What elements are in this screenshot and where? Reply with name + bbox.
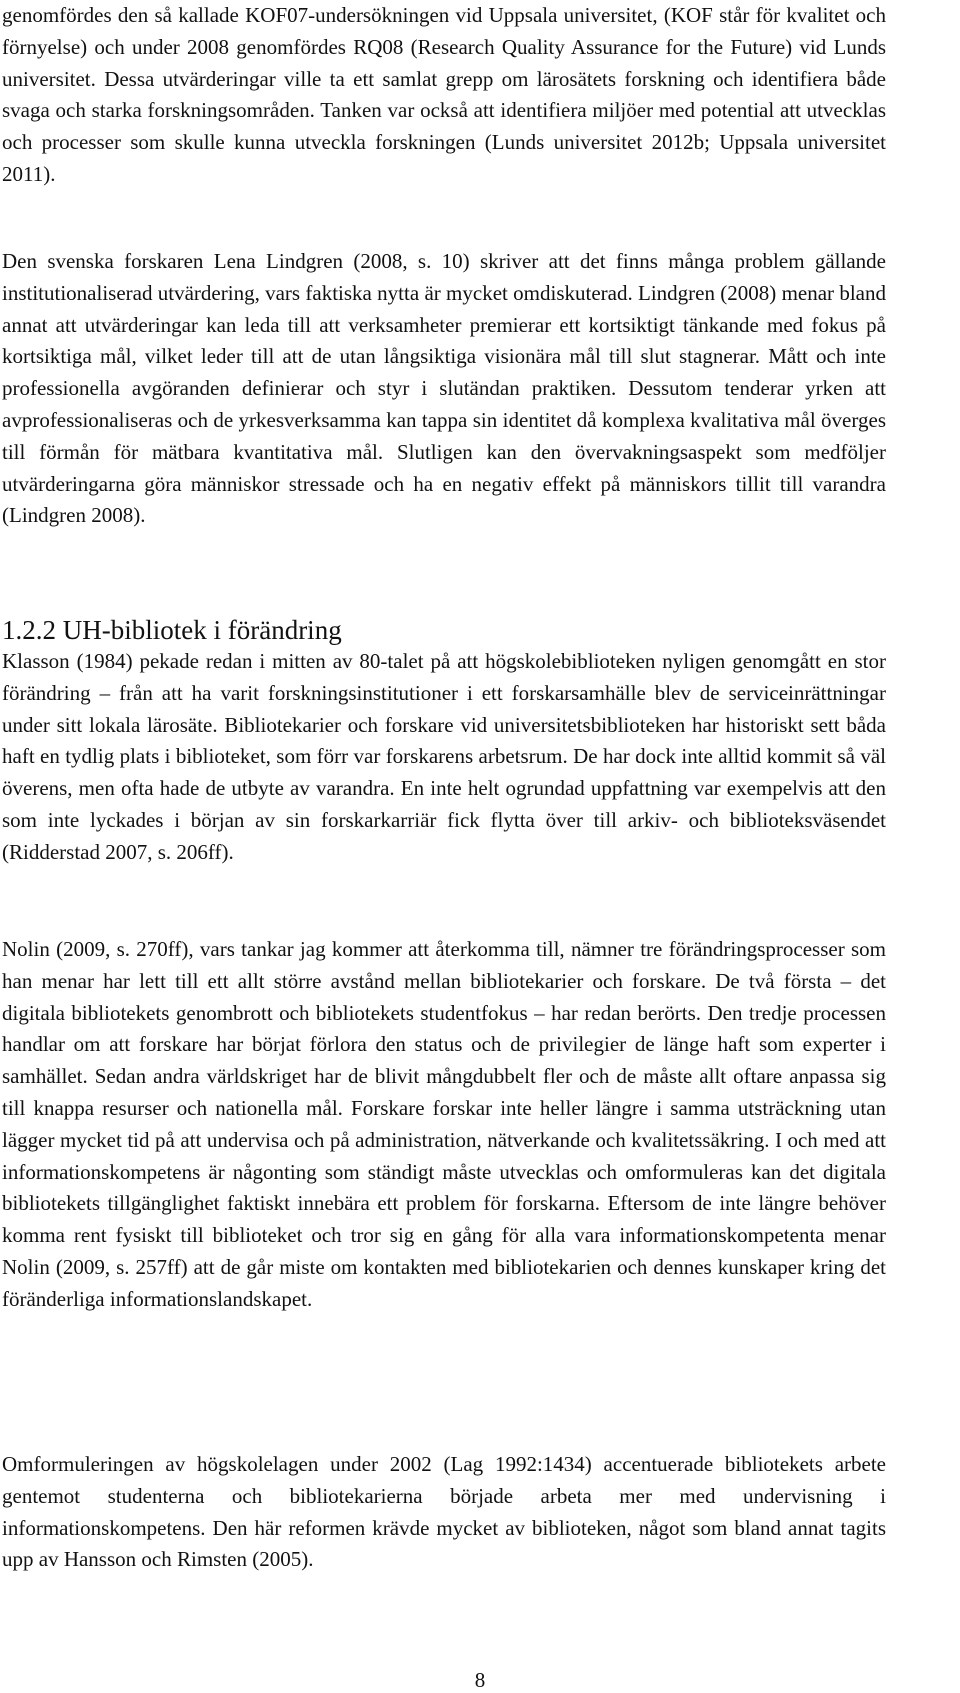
section-heading: 1.2.2 UH-bibliotek i förändring (2, 615, 342, 645)
body-paragraph: Den svenska forskaren Lena Lindgren (2008, s. 10) skriver att det finns många problem gällande institutionaliserad utvärdering, vars faktiska nytta är mycket omdiskuterad. Lindgren (2008) menar bland annat att utvärderingar kan leda till att verksamheter premierar ett kortsiktigt tänkande med fokus på kortsiktiga mål, vilket leder till att de utan långsiktiga visionära mål till slut stagnerar. Mått och inte professionella avgöranden definierar och styr i slutändan praktiken. Dessutom tenderar yrken att avprofessionaliseras och de yrkesverksamma kan tappa sin identitet då komplexa kvalitativa mål överges till förmån för mätbara kvantitativa mål. Slutligen kan den övervakningsaspekt som medföljer utvärderingarna göra människor stressade och ha en negativ effekt på människors tillit till varandra (Lindgren 2008). (2, 249, 886, 528)
body-paragraph: Nolin (2009, s. 270ff), vars tankar jag kommer att återkomma till, nämner tre förändringsprocesser som han menar har lett till ett allt större avstånd mellan bibliotekarier och forskare. De två första – det digitala bibliotekets genombrott och bibliotekets studentfokus – har redan berörts. Den tredje processen handlar om att forskare har börjat förlora den status och de privilegier de länge haft som experter i samhället. Sedan andra världskriget har de blivit mångdubbelt fler och de måste allt oftare anpassa sig till knappa resurser och nationella mål. Forskare forskar inte heller längre i samma utsträckning utan lägger mycket tid på att undervisa och på administration, nätverkande och kvalitetssäkring. I och med att informationskompetens är någonting som ständigt måste utvecklas och omformuleras kan det digitala bibliotekets tillgänglighet faktiskt innebära ett problem för forskarna. Eftersom de inte längre behöver komma rent fysiskt till biblioteket och tror sig en gång för alla vara informationskompetenta menar Nolin (2009, s. 257ff) att de går miste om kontakten med bibliotekarien och dennes kunskaper kring det föränderliga informationslandskapet. (2, 937, 886, 1311)
body-paragraph: Omformuleringen av högskolelagen under 2002 (Lag 1992:1434) accentuerade bibliotekets arbete gentemot studenterna och bibliotekarierna började arbeta mer med undervisning i informationskompetens. Den här reformen krävde mycket av biblioteken, något som bland annat tagits upp av Hansson och Rimsten (2005). (2, 1452, 886, 1572)
page-number: 8 (474, 1668, 486, 1692)
body-paragraph: Klasson (1984) pekade redan i mitten av 80-talet på att högskolebiblioteken nyligen genomgått en stor förändring – från att ha varit forskningsinstitutioner i ett forskarsamhälle blev de serviceinrättningar under sitt lokala lärosäte. Bibliotekarier och forskare vid universitetsbiblioteken har historiskt sett båda haft en tydlig plats i biblioteket, som förr var forskarens arbetsrum. De har dock inte alltid kommit så väl överens, men ofta hade de utbyte av varandra. En inte helt ogrundad uppfattning var exempelvis att den som inte lyckades i början av sin forskarkarriär fick flytta över till arkiv- och biblioteksväsendet (Ridderstad 2007, s. 206ff). (2, 649, 886, 864)
body-paragraph: genomfördes den så kallade KOF07-undersökningen vid Uppsala universitet, (KOF står för kvalitet och förnyelse) och under 2008 genomfördes RQ08 (Research Quality Assurance for the Future) vid Lunds universitet. Dessa utvärderingar ville ta ett samlat grepp om lärosätets forskning och identifiera både svaga och starka forskningsområden. Tanken var också att identifiera miljöer med potential att utvecklas och processer som skulle kunna utveckla forskningen (Lunds universitet 2012b; Uppsala universitet 2011). (2, 3, 886, 186)
